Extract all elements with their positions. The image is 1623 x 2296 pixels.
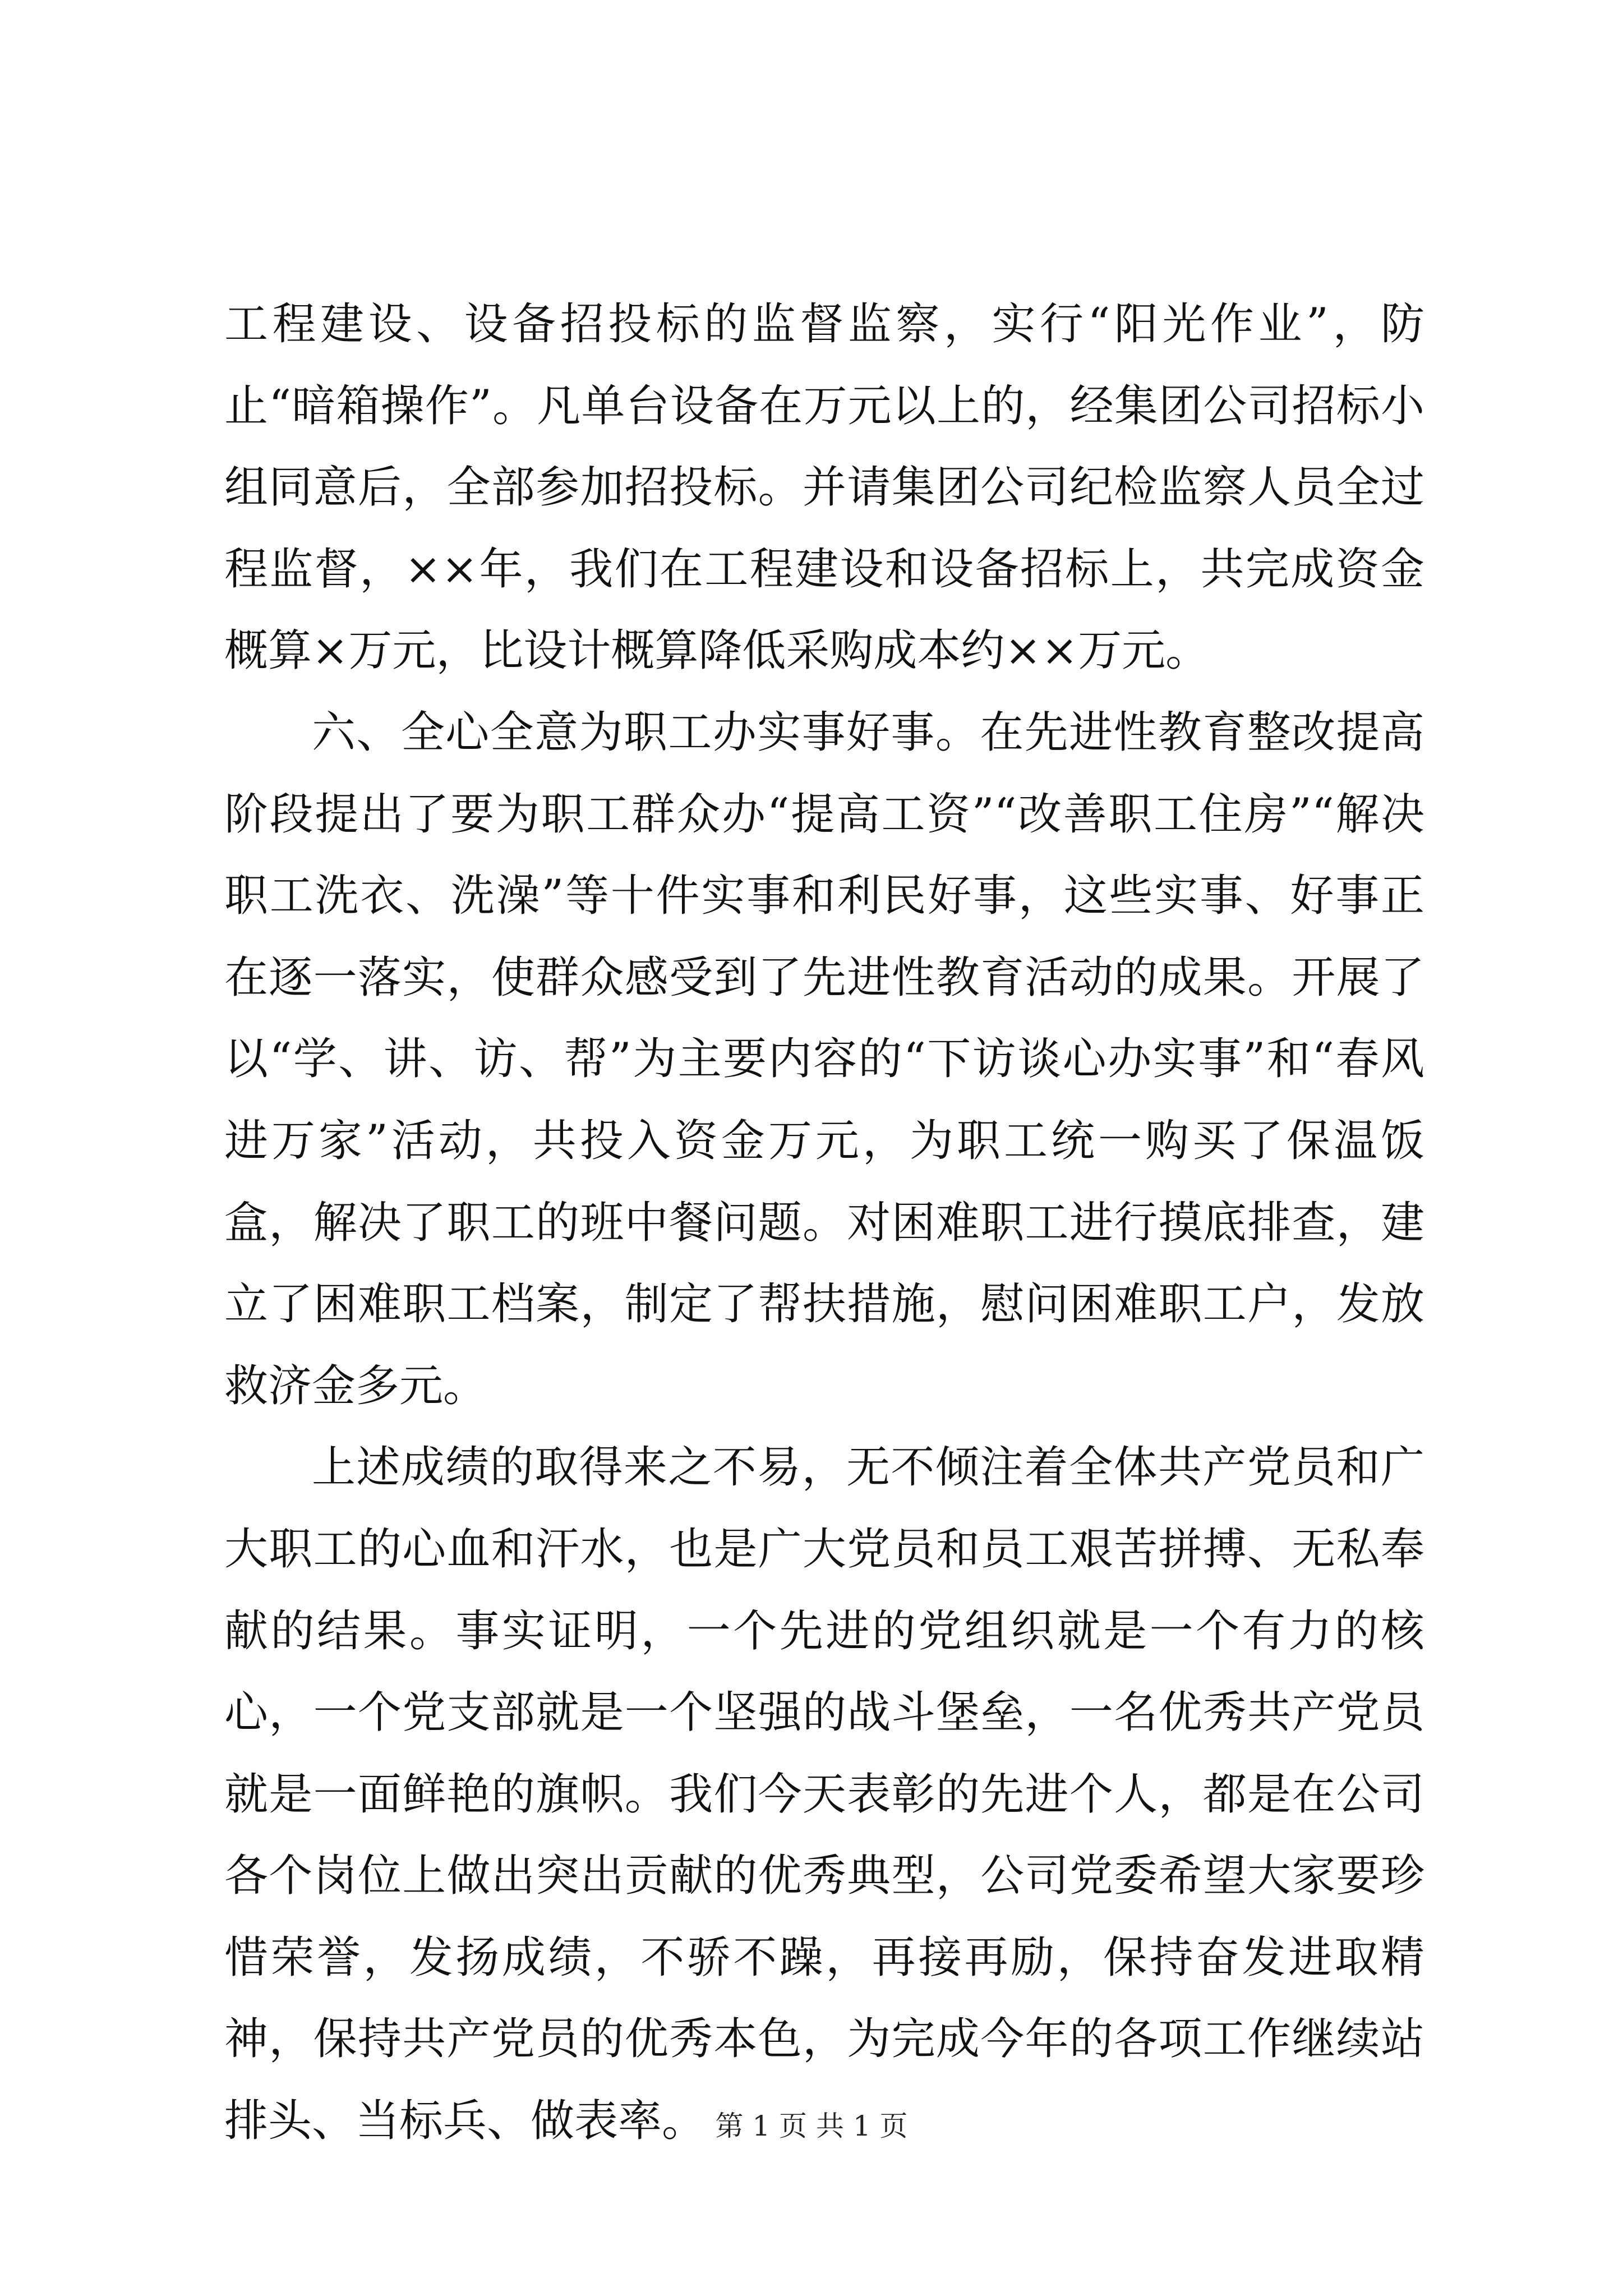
document-body <box>224 284 1424 2162</box>
page-footer: 第 1 页 共 1 页 <box>715 2110 908 2142</box>
paragraph-conclusion: 上述成绩的取得来之不易，无不倾注着全体共产党员和广大职工的心血和汗水，也是广大党员和员工艰苦拼搏、无私奉献的结果。事实证明，一个先进的党组织就是一个有力的核心，一个党支部就是一个坚强的战斗堡垒，一名优秀共产党员就是一面鲜艳的旗帜。我们今天表彰的先进个人，都是在公司各个岗位上做出突出贡献的优秀典型，公司党委希望大家要珍惜荣誉，发扬成绩，不骄不躁，再接再励，保持奋发进取精神，保持共产党员的优秀本色，为完成今年的各项工作继续站排头、当标兵、做表率。 <box>224 1442 1424 2147</box>
paragraph-item-six: 六、全心全意为职工办实事好事。在先进性教育整改提高阶段提出了要为职工群众办“提高工资”“改善职工住房”“解决职工洗衣、洗澡”等十件实事和利民好事，这些实事、好事正在逐一落实，使群众感受到了先进性教育活动的成果。开展了以“学、讲、访、帮”为主要内容的“下访谈心办实事”和“春风进万家”活动，共投入资金万元，为职工统一购买了保温饭盒，解决了职工的班中餐问题。对困难职工进行摸底排查，建立了困难职工档案，制定了帮扶措施，慰问困难职工户，发放救济金多元。 <box>224 707 1424 1411</box>
paragraph-continuation: 工程建设、设备招投标的监督监察，实行“阳光作业”，防止“暗箱操作”。凡单台设备在万元以上的，经集团公司招标小组同意后，全部参加招投标。并请集团公司纪检监察人员全过程监督，××年，我们在工程建设和设备招标上，共完成资金概算×万元，比设计概算降低采购成本约××万元。 <box>224 299 1424 677</box>
